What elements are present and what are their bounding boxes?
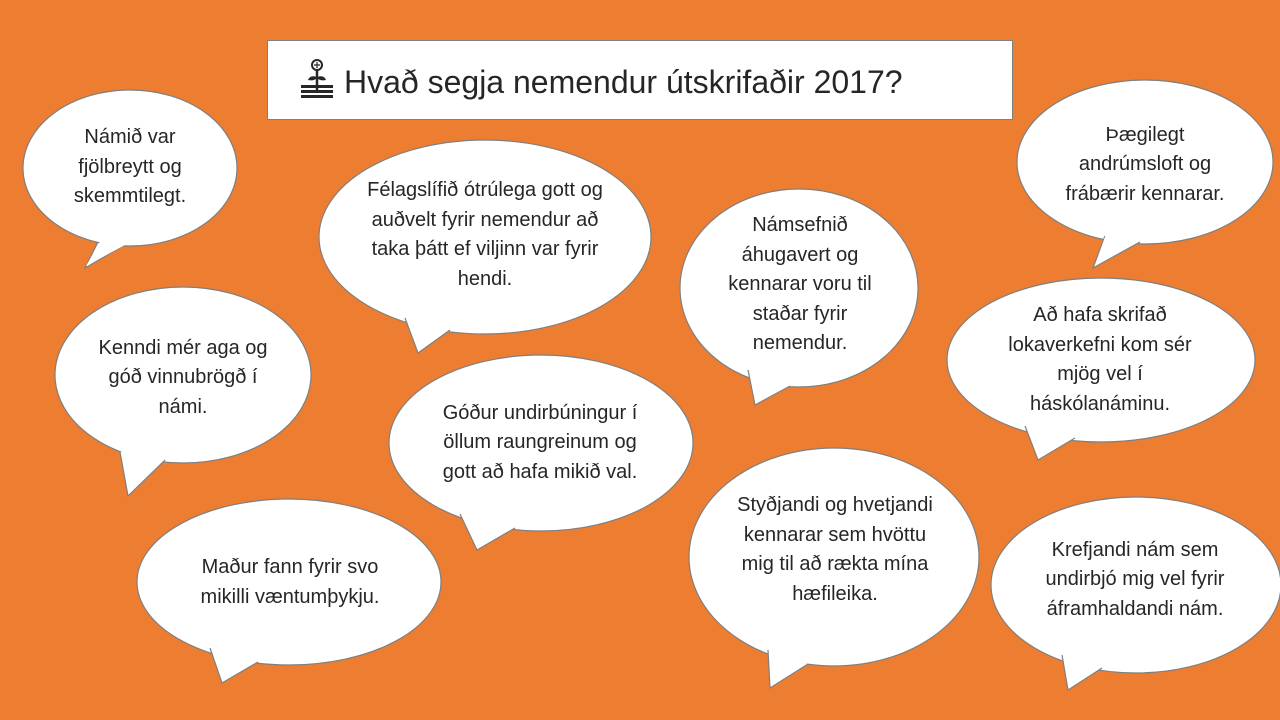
bubble-text: Kenndi mér aga og góð vinnubrögð í námi. — [98, 336, 268, 418]
bubble-text: Félagslífið ótrúlega gott og auðvelt fyrir nemendur að taka þátt ef viljinn var fyrir hendi. — [367, 179, 603, 290]
bubble-text: Góður undirbúningur í öllum raungreinum og gott að hafa mikið val. — [442, 401, 638, 483]
bubble-text: Maður fann fyrir svo mikilli væntumþykju. — [200, 556, 380, 608]
school-emblem-icon — [300, 55, 334, 103]
bubble-text: Námsefnið áhugavert og kennarar voru til staðar fyrir nemendur. — [728, 214, 872, 355]
bubble-text: Að hafa skrifað lokaverkefni kom sér mjög vel í háskólanáminu. — [1008, 304, 1192, 415]
title-box — [267, 40, 1013, 120]
bubble-text: Þægilegt andrúmsloft og frábærir kennarar. — [1065, 123, 1225, 205]
speech-bubble-shape — [0, 0, 1, 1]
bubble-text: Námið var fjölbreytt og skemmtilegt. — [73, 126, 187, 208]
bubble-text: Krefjandi nám sem undirbjó mig vel fyrir áframhaldandi nám. — [1045, 538, 1225, 620]
page-title: Hvað segja nemendur útskrifaðir 2017? — [344, 64, 903, 100]
bubble-text: Styðjandi og hvetjandi kennarar sem hvöttu mig til að rækta mína hæfileika. — [737, 494, 933, 605]
